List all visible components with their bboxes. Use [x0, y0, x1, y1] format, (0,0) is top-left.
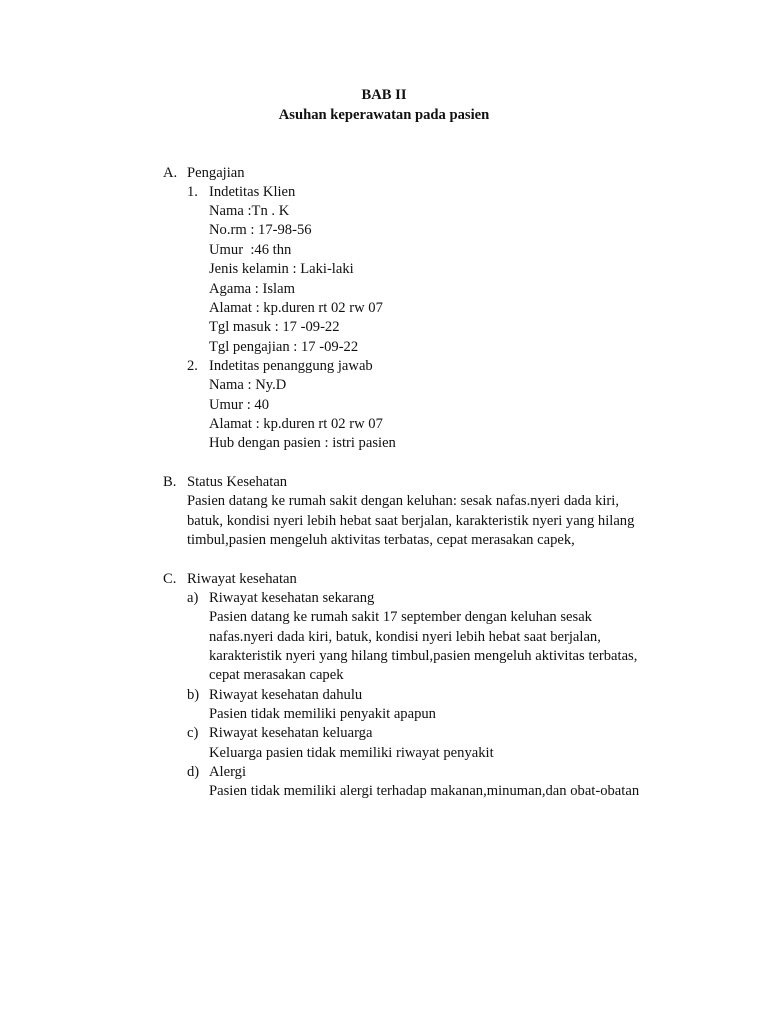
status-paragraph-line: Pasien datang ke rumah sakit dengan keluhan: sesak nafas.nyeri dada kiri, — [187, 493, 619, 509]
current-history-line: nafas.nyeri dada kiri, batuk, kondisi nyeri lebih hebat saat berjalan, — [209, 629, 601, 645]
section-a-marker: A. — [163, 165, 178, 181]
allergy-text: Pasien tidak memiliki alergi terhadap makanan,minuman,dan obat-obatan — [209, 783, 640, 799]
client-age: Umur :46 thn — [209, 242, 292, 258]
guardian-name: Nama : Ny.D — [209, 377, 287, 393]
document-subtitle: Asuhan keperawatan pada pasien — [278, 107, 490, 123]
section-b-marker: B. — [163, 474, 177, 490]
item-2-marker: 2. — [187, 358, 198, 374]
item-b-marker: b) — [187, 687, 200, 703]
section-b-heading: Status Kesehatan — [187, 474, 288, 490]
assessment-date: Tgl pengajian : 17 -09-22 — [209, 339, 359, 355]
current-history-line: karakteristik nyeri yang hilang timbul,pasien mengeluh aktivitas terbatas, — [209, 648, 638, 664]
past-history-text: Pasien tidak memiliki penyakit apapun — [209, 706, 436, 722]
guardian-age: Umur : 40 — [209, 397, 269, 413]
item-a-marker: a) — [187, 590, 199, 606]
item-c-marker: c) — [187, 725, 199, 741]
item-d-heading: Alergi — [209, 764, 247, 780]
chapter-title: BAB II — [361, 87, 407, 103]
status-paragraph-line: timbul,pasien mengeluh aktivitas terbatas, cepat merasakan capek, — [187, 532, 575, 548]
guardian-relationship: Hub dengan pasien : istri pasien — [209, 435, 396, 451]
item-c-heading: Riwayat kesehatan keluarga — [209, 725, 373, 741]
client-address: Alamat : kp.duren rt 02 rw 07 — [209, 300, 383, 316]
item-a-heading: Riwayat kesehatan sekarang — [209, 590, 375, 606]
guardian-address: Alamat : kp.duren rt 02 rw 07 — [209, 416, 383, 432]
client-name: Nama :Tn . K — [209, 203, 290, 219]
item-d-marker: d) — [187, 764, 200, 780]
item-1-marker: 1. — [187, 184, 198, 200]
medical-record-number: No.rm : 17-98-56 — [209, 222, 312, 238]
item-b-heading: Riwayat kesehatan dahulu — [209, 687, 363, 703]
status-paragraph-line: batuk, kondisi nyeri lebih hebat saat berjalan, karakteristik nyeri yang hilang — [187, 513, 635, 529]
section-a-heading: Pengajian — [187, 165, 245, 181]
admission-date: Tgl masuk : 17 -09-22 — [209, 319, 340, 335]
current-history-line: cepat merasakan capek — [209, 667, 344, 683]
current-history-line: Pasien datang ke rumah sakit 17 september dengan keluhan sesak — [209, 609, 592, 625]
client-gender: Jenis kelamin : Laki-laki — [209, 261, 354, 277]
family-history-text: Keluarga pasien tidak memiliki riwayat penyakit — [209, 745, 494, 761]
section-c-heading: Riwayat kesehatan — [187, 571, 297, 587]
section-c-marker: C. — [163, 571, 177, 587]
item-1-heading: Indetitas Klien — [209, 184, 296, 200]
client-religion: Agama : Islam — [209, 281, 295, 297]
item-2-heading: Indetitas penanggung jawab — [209, 358, 373, 374]
